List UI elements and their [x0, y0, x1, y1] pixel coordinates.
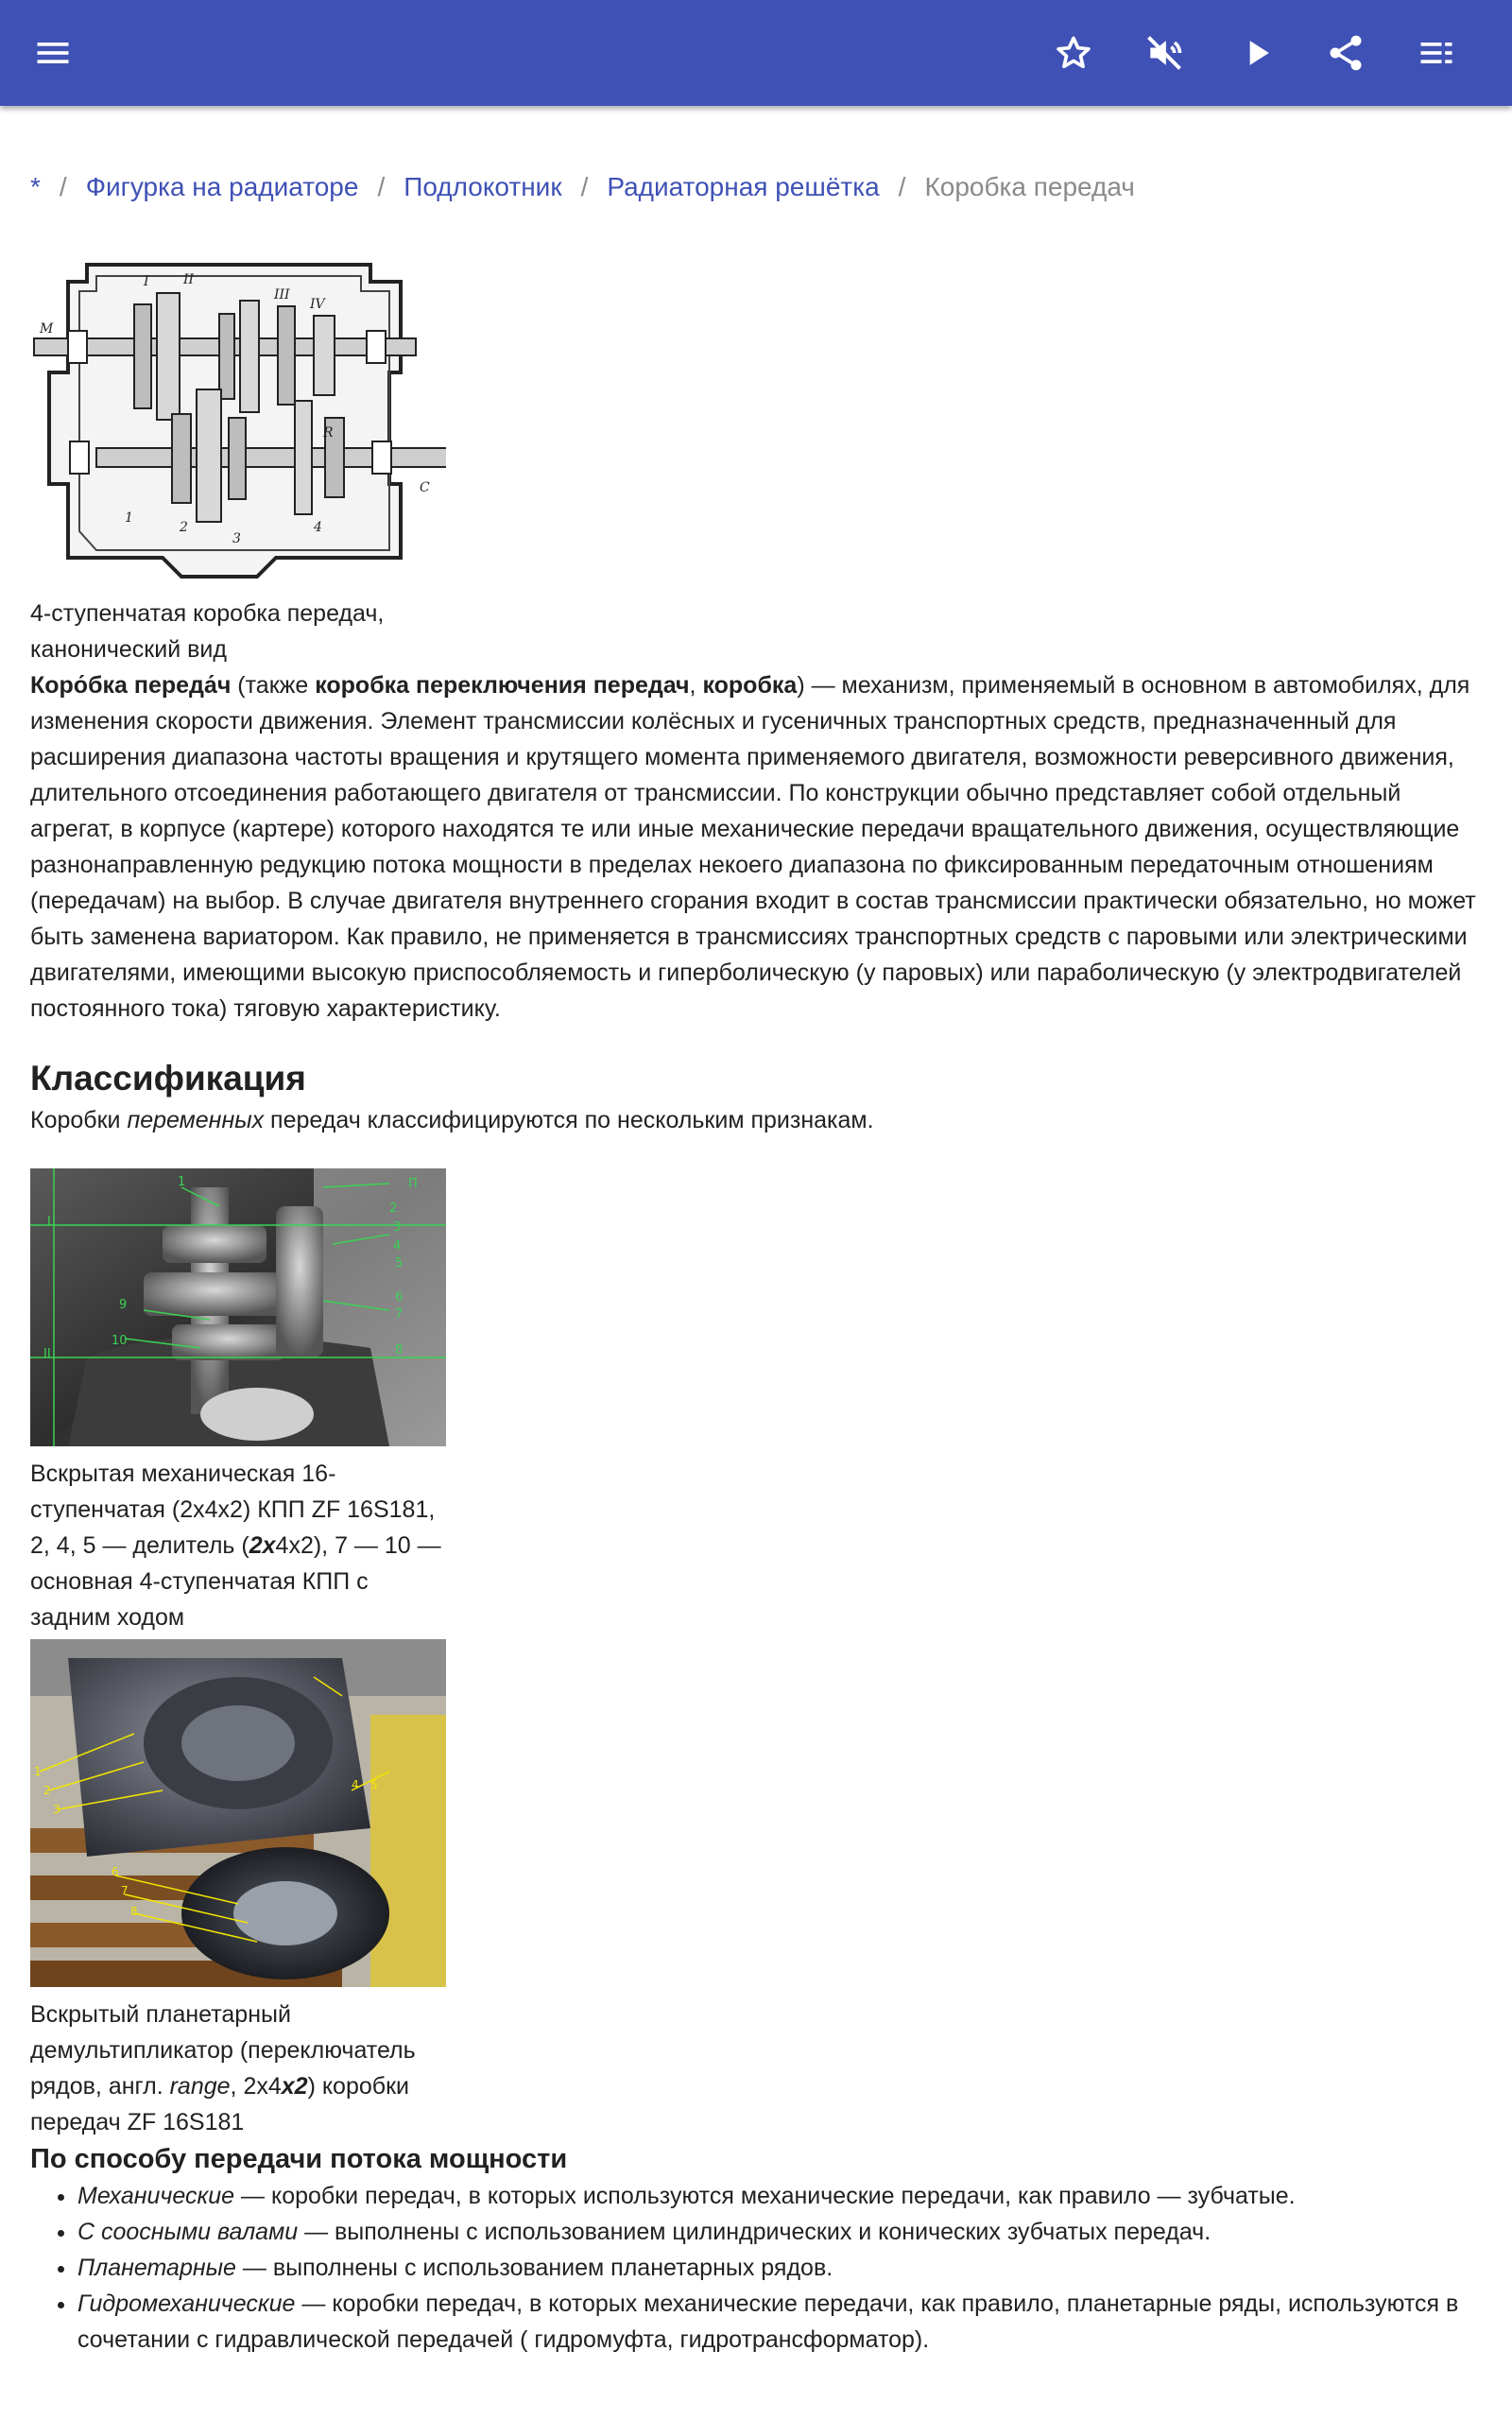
intro-paragraph [30, 667, 1486, 1027]
photo-label: 7 [395, 1307, 404, 1322]
photo-label: 8 [395, 1343, 404, 1357]
photo-label: 4 [352, 1778, 359, 1791]
breadcrumb-separator: / [580, 172, 589, 201]
breadcrumb-current: Коробка передач [924, 172, 1135, 201]
photo-label: 1 [178, 1175, 186, 1189]
list-item-term: Гидромеханические [77, 2290, 296, 2317]
caption-text: 4x2), 7 — 10 — основная 4-ступенчатая КПП с задним ходом [30, 1532, 441, 1631]
caption-text: Вскрытый планетарный демультипликатор (переключатель рядов, англ. [30, 2001, 416, 2100]
photo-label: 4 [393, 1239, 402, 1253]
menu-button[interactable] [25, 25, 81, 81]
intro-text: ) — механизм, применяемый в основном в автомобилях, для изменения скорости движения. Элемент трансмиссии колёсных и гусеничных транспортных средств, предназначенный для расширения диапазона частоты вращения и крутящего момента применяемого двигателя, возможности реверсивного движения, длительного отсоединения работающего двигателя от трансмиссии. По конструкции обычно представляет собой отдельный агрегат, в корпусе (картере) которого находятся те или иные механические передачи вращательного движения, осуществляющие разнонаправленную редукцию потока мощности в пределах некоего диапазона по фиксированным передаточным отношениям (передачам) на выбор. В случае двигателя внутреннего сгорания входит в состав трансмиссии практически обязательно, но может быть заменена вариатором. Как правило, не применяется в трансмиссиях транспортных средств с паровыми или электрическими двигателями, имеющими высокую приспособляемость и гиперболическую (у паровых) или параболическую (у электродвигателей постоянного тока) тяговую характеристику. [30, 672, 1476, 1022]
caption-emphasis: 2x [249, 1532, 276, 1559]
photo-label: 3 [53, 1803, 60, 1816]
schematic-label: C [420, 480, 430, 495]
breadcrumb-link-home[interactable]: * [30, 172, 41, 201]
section-heading-classification: Классификация [30, 1059, 306, 1098]
list-item-term: С соосными валами [77, 2219, 299, 2245]
volume-off-icon [1143, 32, 1185, 74]
schematic-label: I [144, 274, 149, 289]
caption-text: Вскрытая механическая 16-ступенчатая (2x4x2) КПП ZF 16S181, 2, 4, 5 — делитель ( [30, 1461, 436, 1559]
breadcrumb-separator: / [59, 172, 67, 201]
schematic-label: 2 [180, 520, 188, 535]
playlist-icon [1416, 32, 1457, 74]
photo-label: 5 [370, 1778, 378, 1791]
breadcrumb-separator: / [898, 172, 906, 201]
power-flow-list [30, 2178, 1486, 2358]
planetary-range-photo[interactable] [30, 1639, 446, 1987]
breadcrumb-link-hood-ornament[interactable]: Фигурка на радиаторе [85, 172, 359, 201]
breadcrumb-link-armrest[interactable]: Подлокотник [404, 172, 562, 201]
star-outline-icon [1053, 32, 1094, 74]
caption-italic: range [169, 2073, 231, 2100]
schematic-label: 1 [125, 510, 133, 526]
subsection-heading-power-flow: По способу передачи потока мощности [30, 2144, 568, 2174]
list-item-desc: — выполнены с использованием цилиндрических и конических зубчатых передач. [298, 2219, 1211, 2245]
schematic-label: II [183, 272, 195, 287]
caption-text: ) коробки передач ZF 16S181 [30, 2073, 409, 2135]
gearbox-schematic-image[interactable] [30, 248, 446, 588]
bookmark-button[interactable] [1045, 25, 1102, 81]
classification-italic: переменных [127, 1107, 265, 1133]
schematic-label: III [274, 287, 290, 302]
classification-paragraph [30, 1102, 1486, 1138]
photo-label: 2 [389, 1201, 398, 1216]
caption-emphasis: x2 [281, 2073, 308, 2100]
app-bar [0, 0, 1512, 106]
list-item-desc: — коробки передач, в которых механические передачи, как правило, планетарные ряды, используются в сочетании с гидравлической передачей ( гидромуфта, гидротрансформатор). [77, 2290, 1459, 2353]
article-content [30, 248, 1486, 2358]
photo-label: 2 [43, 1784, 51, 1797]
list-item [77, 2178, 1486, 2214]
contents-button[interactable] [1408, 25, 1465, 81]
schematic-label: M [40, 321, 54, 337]
article-term: Коро́бка переда́ч [30, 672, 232, 699]
menu-icon [32, 32, 74, 74]
photo-label: I [47, 1215, 51, 1229]
schematic-label: R [323, 425, 334, 441]
figure-caption [30, 1996, 446, 2140]
list-item [77, 2214, 1486, 2250]
classification-text: Коробки [30, 1107, 128, 1133]
caption-line: канонический вид [30, 636, 227, 663]
photo-label: 8 [130, 1905, 138, 1918]
figure-caption [30, 1456, 446, 1635]
figure-schematic [30, 248, 446, 667]
photo-label: 5 [395, 1256, 404, 1270]
classification-text: передач классифицируются по нескольким признакам. [264, 1107, 874, 1133]
breadcrumb-link-grille[interactable]: Радиаторная решётка [607, 172, 880, 201]
photo-label: П [408, 1177, 418, 1191]
alt-term: коробка [702, 672, 798, 699]
photo-label: 9 [119, 1298, 128, 1312]
list-item [77, 2250, 1486, 2286]
photo-label: II [43, 1347, 51, 1361]
breadcrumb-separator: / [377, 172, 386, 201]
photo-label: 1 [34, 1765, 42, 1778]
intro-text: , [689, 672, 703, 699]
caption-text: , 2x4 [230, 2073, 282, 2100]
play-icon [1236, 32, 1278, 74]
figure-caption [30, 596, 446, 667]
list-item-term: Механические [77, 2183, 235, 2209]
share-icon [1325, 32, 1366, 74]
schematic-label: 3 [232, 531, 241, 546]
schematic-label: IV [310, 297, 325, 312]
play-button[interactable] [1228, 25, 1285, 81]
share-button[interactable] [1317, 25, 1374, 81]
figure-manual-gearbox [30, 1168, 446, 1635]
caption-line: 4-ступенчатая коробка передач, [30, 600, 385, 627]
photo-label: 10 [112, 1334, 128, 1348]
list-item-term: Планетарные [77, 2255, 236, 2281]
list-item [77, 2286, 1486, 2358]
breadcrumb [30, 166, 1486, 208]
schematic-label: 4 [314, 520, 322, 535]
photo-label: 7 [121, 1884, 129, 1897]
intro-text: (также [231, 672, 316, 699]
photo-label: 6 [395, 1290, 404, 1305]
list-item-desc: — выполнены с использованием планетарных рядов. [235, 2255, 833, 2281]
manual-gearbox-photo[interactable] [30, 1168, 446, 1446]
figure-planetary [30, 1639, 446, 2140]
photo-label: 3 [393, 1220, 402, 1235]
mute-button[interactable] [1136, 25, 1193, 81]
photo-label: 6 [112, 1865, 119, 1878]
alt-term: коробка переключения передач [315, 672, 690, 699]
list-item-desc: — коробки передач, в которых используются механические передачи, как правило — зубчатые. [234, 2183, 1296, 2209]
